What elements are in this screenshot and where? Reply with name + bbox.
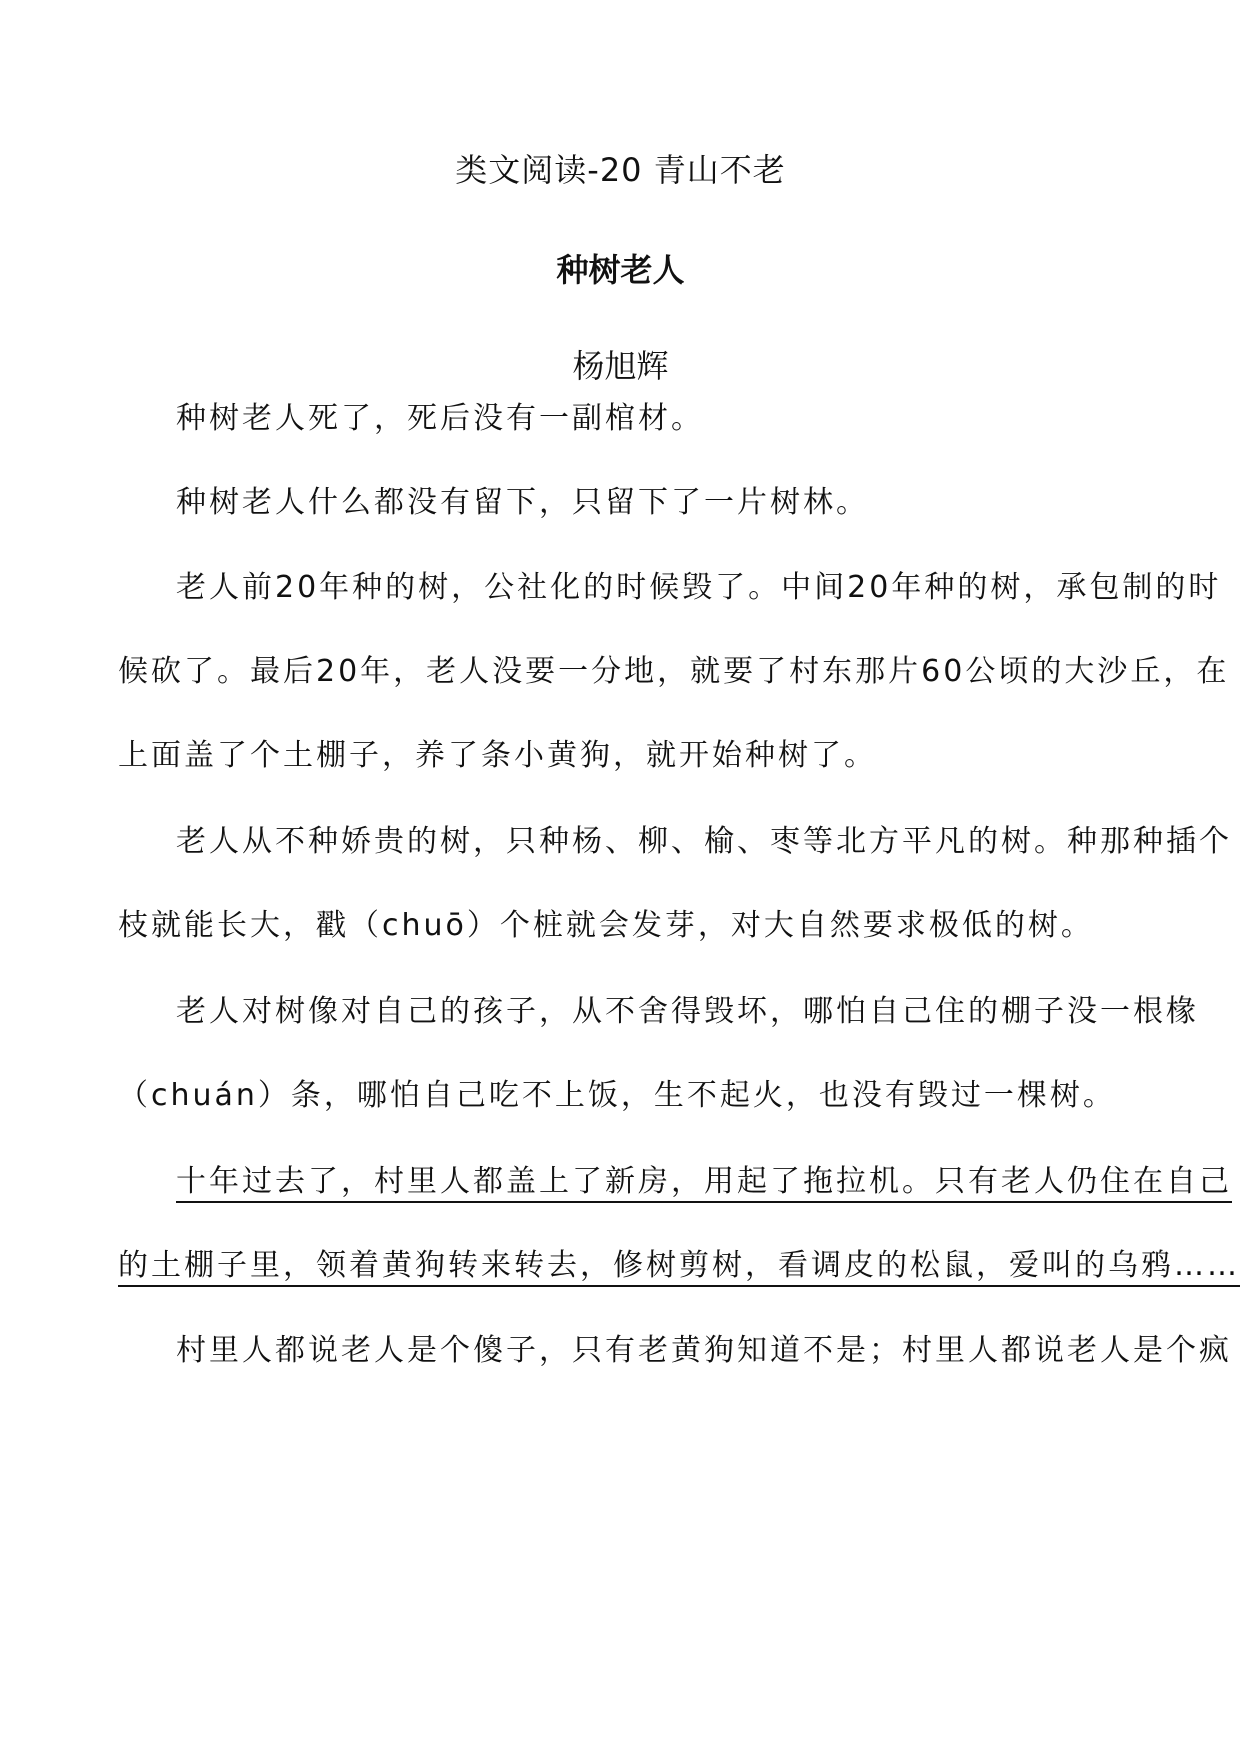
article-title: 种树老人	[556, 251, 685, 289]
text-line: 候砍了。最后20年，老人没要一分地，就要了村东那片60公顷的大沙丘，在	[118, 654, 1230, 689]
text-line: 上面盖了个土棚子，养了条小黄狗，就开始种树了。	[118, 738, 877, 773]
text-line: 种树老人死了，死后没有一副棺材。	[176, 401, 704, 436]
article-author: 杨旭辉	[572, 347, 669, 385]
text-line: 村里人都说老人是个傻子，只有老黄狗知道不是；村里人都说老人是个疯	[176, 1333, 1232, 1368]
text-line: 老人从不种娇贵的树，只种杨、柳、榆、枣等北方平凡的树。种那种插个	[176, 824, 1232, 859]
text-line: 老人前20年种的树，公社化的时候毁了。中间20年种的树，承包制的时	[176, 570, 1222, 605]
text-line: 枝就能长大，戳（chuō）个桩就会发芽，对大自然要求极低的树。	[118, 908, 1094, 943]
text-line: 老人对树像对自己的孩子，从不舍得毁坏，哪怕自己住的棚子没一根椽	[176, 994, 1199, 1029]
text-line: （chuán）条，哪怕自己吃不上饭，生不起火，也没有毁过一棵树。	[118, 1078, 1116, 1113]
document-title: 类文阅读-20 青山不老	[455, 151, 786, 189]
text-line: 种树老人什么都没有留下，只留下了一片树林。	[176, 485, 869, 520]
underlined-text-line: 的土棚子里，领着黄狗转来转去，修树剪树，看调皮的松鼠，爱叫的乌鸦……	[118, 1248, 1240, 1283]
underlined-text-line: 十年过去了，村里人都盖上了新房，用起了拖拉机。只有老人仍住在自己	[176, 1164, 1232, 1199]
